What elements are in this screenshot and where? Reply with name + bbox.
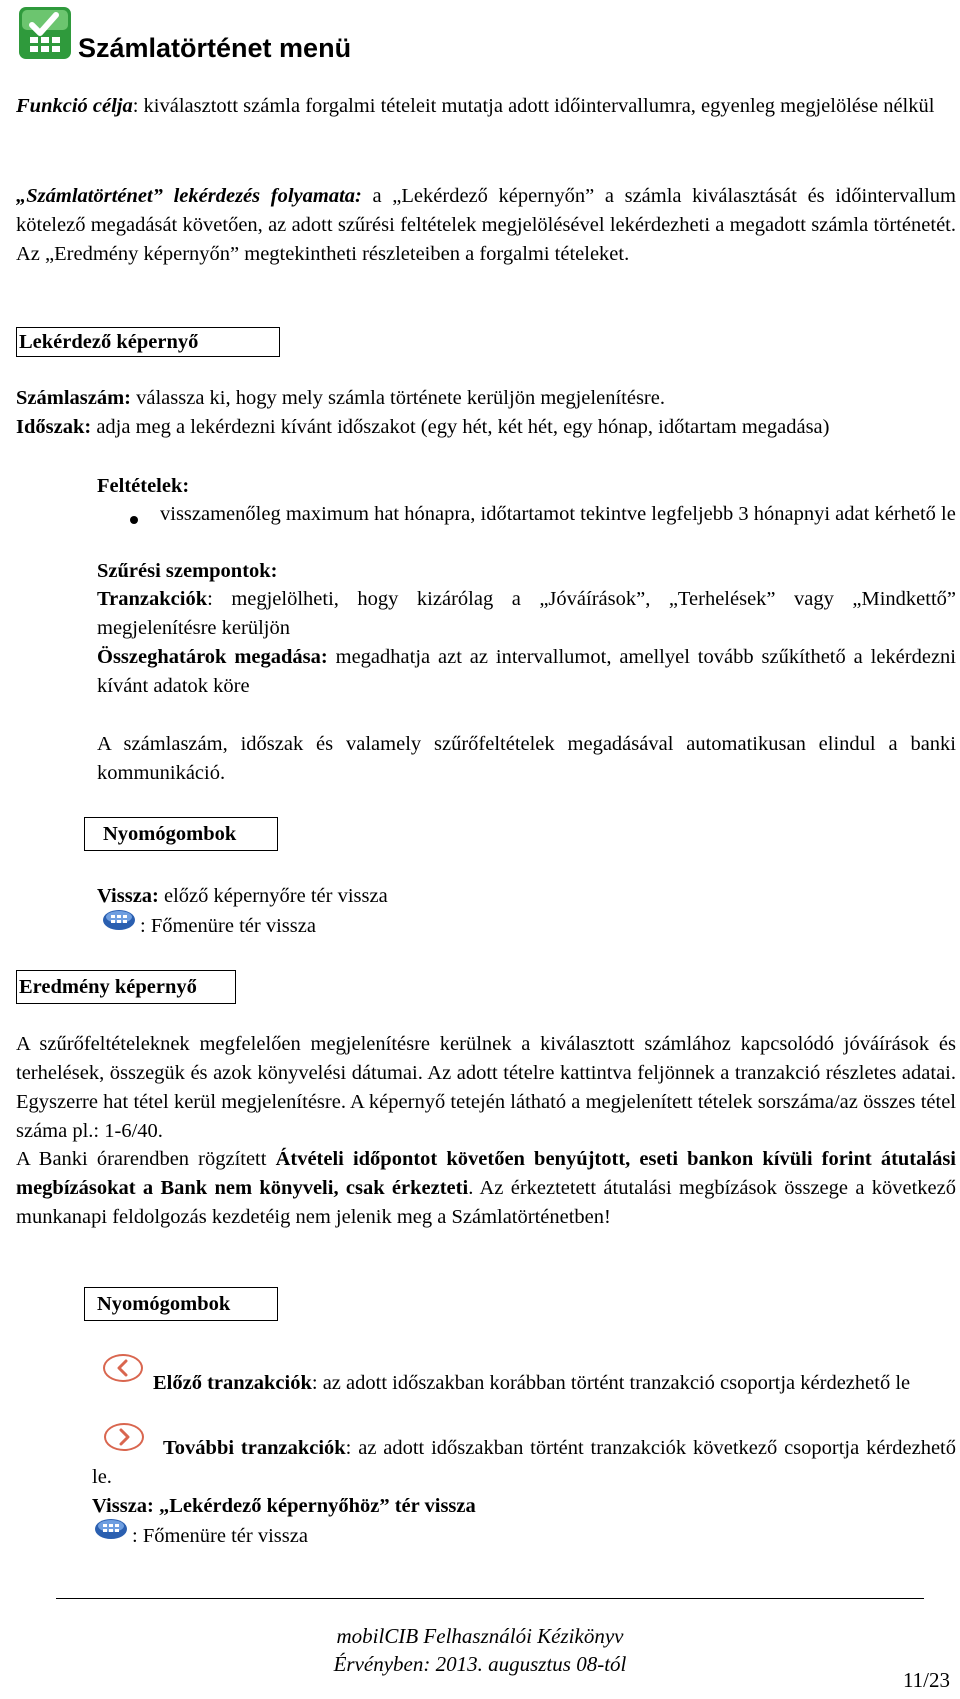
result-paragraph-2 bbox=[16, 1145, 956, 1232]
account-text: válassza ki, hogy mely számla története kerüljön megjelenítésre. bbox=[131, 387, 665, 409]
result-para2-end: . Az érkeztetett átutalási megbízások összege a következő munkanapi feldolgozás kezdetéig nem jelenik meg a Számlatörténetben! bbox=[16, 1177, 956, 1228]
footer-title: mobilCIB Felhasználói Kézikönyv bbox=[336, 1624, 624, 1648]
bullet-dot bbox=[130, 516, 138, 524]
amount-label: Összeghatárok megadása: bbox=[97, 646, 328, 668]
process-text: a „Lekérdező képernyőn” a számla kiválasztását és időintervallum kötelező megadását követően, az adott szűrési feltételek megjelölésével lekérdezheti a megadott számla történetét. Az „Eredmény képernyőn” megtekintheti részleteiben a forgalmi tételeket. bbox=[16, 185, 956, 265]
filter-label: Szűrési szempontok: bbox=[97, 560, 278, 582]
result-buttons-heading: Nyomógombok bbox=[84, 1287, 278, 1321]
result-para2-start: A Banki órarendben rögzített bbox=[16, 1148, 276, 1170]
process-label: „Számlatörténet” lekérdezés folyamata: bbox=[16, 185, 362, 207]
purpose-paragraph bbox=[16, 92, 956, 121]
prev-transactions-label: Előző tranzakciók bbox=[153, 1372, 312, 1394]
period-paragraph bbox=[16, 413, 956, 442]
account-label: Számlaszám: bbox=[16, 387, 132, 409]
purpose-label: Funkció célja bbox=[16, 95, 133, 117]
query-back-label: Vissza: bbox=[97, 885, 159, 907]
page-number: 11/23 bbox=[902, 1668, 950, 1692]
next-transactions-paragraph bbox=[92, 1434, 956, 1492]
conditions-label: Feltételek: bbox=[97, 475, 190, 497]
next-transactions-label: További tranzakciók bbox=[163, 1437, 346, 1459]
query-back-text: előző képernyőre tér vissza bbox=[158, 885, 388, 907]
conditions-bullet: visszamenőleg maximum hat hónapra, időtartamot tekintve legfeljebb 3 hónapnyi adat kérhető le bbox=[160, 503, 956, 525]
document-grid-icon bbox=[18, 6, 72, 60]
footer-divider bbox=[56, 1598, 924, 1599]
amount-text: megadhatja azt az intervallumot, amellyel tovább szűkíthető a lekérdezni kívánt adatok köre bbox=[97, 646, 956, 697]
auto-start-paragraph: A számlaszám, időszak és valamely szűrőfeltételek megadásával automatikusan elindul a banki kommunikáció. bbox=[97, 733, 956, 784]
period-text: adja meg a lekérdezni kívánt időszakot (egy hét, két hét, egy hónap, időtartam megadása) bbox=[91, 416, 830, 438]
result-paragraph-1: A szűrőfeltételeknek megfelelően megjelenítésre kerülnek a kiválasztott számlához kapcsolódó jóváírások és terhelések, összegük és azok könyvelési dátumai. Az adott tételre kattintva feljönnek a tranzakció részletes adatai. Egyszerre hat tétel kerül megjelenítésre. A képernyő tetején látható a megjelenített tételek sorszáma/az összes tétel száma pl.: 1-6/40. bbox=[16, 1033, 956, 1142]
footer-validity: Érvényben: 2013. augusztus 08-tól bbox=[333, 1652, 627, 1676]
result-menu-text: : Főmenüre tér vissza bbox=[132, 1525, 308, 1547]
next-transactions-text: : az adott időszakban történt tranzakciók következő csoportja kérdezhető le. bbox=[92, 1437, 956, 1488]
transactions-label: Tranzakciók bbox=[97, 588, 208, 610]
prev-transactions-text: : az adott időszakban korábban történt tranzakció csoportja kérdezhető le bbox=[311, 1372, 911, 1394]
result-back-label: Vissza: „Lekérdező képernyőhöz” tér vissza bbox=[92, 1495, 476, 1517]
result-screen-heading: Eredmény képernyő bbox=[16, 970, 236, 1004]
prev-transactions-paragraph bbox=[92, 1369, 956, 1398]
amount-paragraph bbox=[97, 643, 956, 701]
query-screen-heading: Lekérdező képernyő bbox=[16, 327, 280, 357]
main-menu-icon[interactable] bbox=[94, 1518, 128, 1540]
query-back-paragraph bbox=[97, 882, 388, 911]
page-title: Számlatörténet menü bbox=[78, 33, 352, 63]
transactions-paragraph bbox=[97, 585, 956, 643]
period-label: Időszak: bbox=[16, 416, 92, 438]
purpose-text: : kiválasztott számla forgalmi tételeit mutatja adott időintervallumra, egyenleg megjelölése nélkül bbox=[132, 95, 935, 117]
result-para2-bold: Átvételi időpontot követően benyújtott, eseti bankon kívüli forint átutalási megbízásokat a Bank nem könyveli, csak érkezteti bbox=[16, 1148, 956, 1199]
transactions-text: : megjelölheti, hogy kizárólag a „Jóváírások”, „Terhelések” vagy „Mindkettő” megjelenítésre kerüljön bbox=[97, 588, 956, 639]
query-menu-text: : Főmenüre tér vissza bbox=[140, 915, 316, 937]
main-menu-icon[interactable] bbox=[102, 909, 136, 931]
account-paragraph bbox=[16, 384, 956, 413]
query-buttons-heading: Nyomógombok bbox=[84, 817, 278, 851]
process-paragraph bbox=[16, 182, 956, 269]
